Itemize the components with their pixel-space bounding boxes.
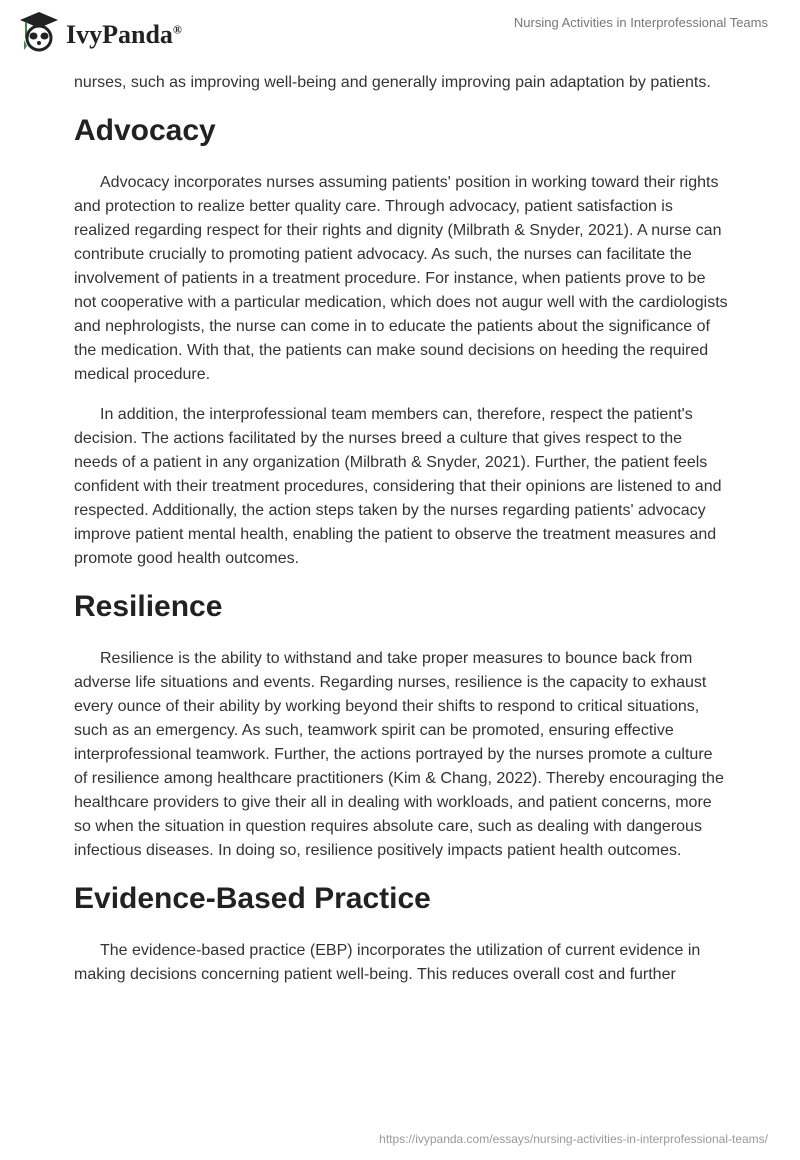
- page-header: [0, 0, 800, 60]
- section-heading-evidence-based-practice: Evidence-Based Practice: [74, 882, 431, 915]
- paragraph: The evidence-based practice (EBP) incorporates the utilization of current evidence in making decisions concerning patient well-being. This reduces overall cost and further: [74, 942, 701, 983]
- source-url[interactable]: https://ivypanda.com/essays/nursing-activities-in-interprofessional-teams/: [379, 1132, 768, 1146]
- panda-graduate-icon: [18, 8, 60, 52]
- essay-content: [74, 71, 728, 1003]
- document-title: Nursing Activities in Interprofessional Teams: [513, 15, 768, 30]
- section-heading-resilience: Resilience: [74, 590, 223, 623]
- logo-text: IvyPanda: [66, 20, 173, 49]
- ivypanda-logo[interactable]: [18, 8, 182, 52]
- paragraph: Resilience is the ability to withstand and take proper measures to bounce back from adverse life situations and events. Regarding nurses, resilience is the capacity to exhaust every ounce of their ability by working beyond their shifts to respond to critical situations, such as an emergency. As such, teamwork spirit can be promoted, ensuring effective interprofessional teamwork. Further, the actions portrayed by the nurses promote a culture of resilience among healthcare practitioners (Kim & Chang, 2022). Thereby encouraging the healthcare providers to give their all in dealing with workloads, and patient concerns, more so when the situation in question requires absolute care, such as dealing with dangerous infectious diseases. In doing so, resilience positively impacts patient health outcomes.: [74, 650, 724, 859]
- registered-mark: ®: [172, 22, 182, 37]
- section-heading-advocacy: Advocacy: [74, 114, 216, 147]
- intro-paragraph: nurses, such as improving well-being and generally improving pain adaptation by patients.: [74, 74, 711, 91]
- paragraph: Advocacy incorporates nurses assuming patients' position in working toward their rights and protection to realize better quality care. Through advocacy, patient satisfaction is realized regarding respect for their rights and dignity (Milbrath & Snyder, 2021). A nurse can contribute crucially to promoting patient advocacy. As such, the nurses can facilitate the involvement of patients in a treatment procedure. For instance, when patients prove to be not cooperative with a particular medication, which does not augur well with the cardiologists and nephrologists, the nurse can come in to educate the patients about the significance of the medication. With that, the patients can make sound decisions on heeding the required medical procedure.: [74, 174, 728, 383]
- paragraph: In addition, the interprofessional team members can, therefore, respect the patient's decision. The actions facilitated by the nurses breed a culture that gives respect to the needs of a patient in any organization (Milbrath & Snyder, 2021). Further, the patient feels confident with their treatment procedures, considering that their opinions are listened to and respected. Additionally, the action steps taken by the nurses regarding patients' advocacy improve patient mental health, enabling the patient to observe the treatment measures and promote good health outcomes.: [74, 406, 722, 567]
